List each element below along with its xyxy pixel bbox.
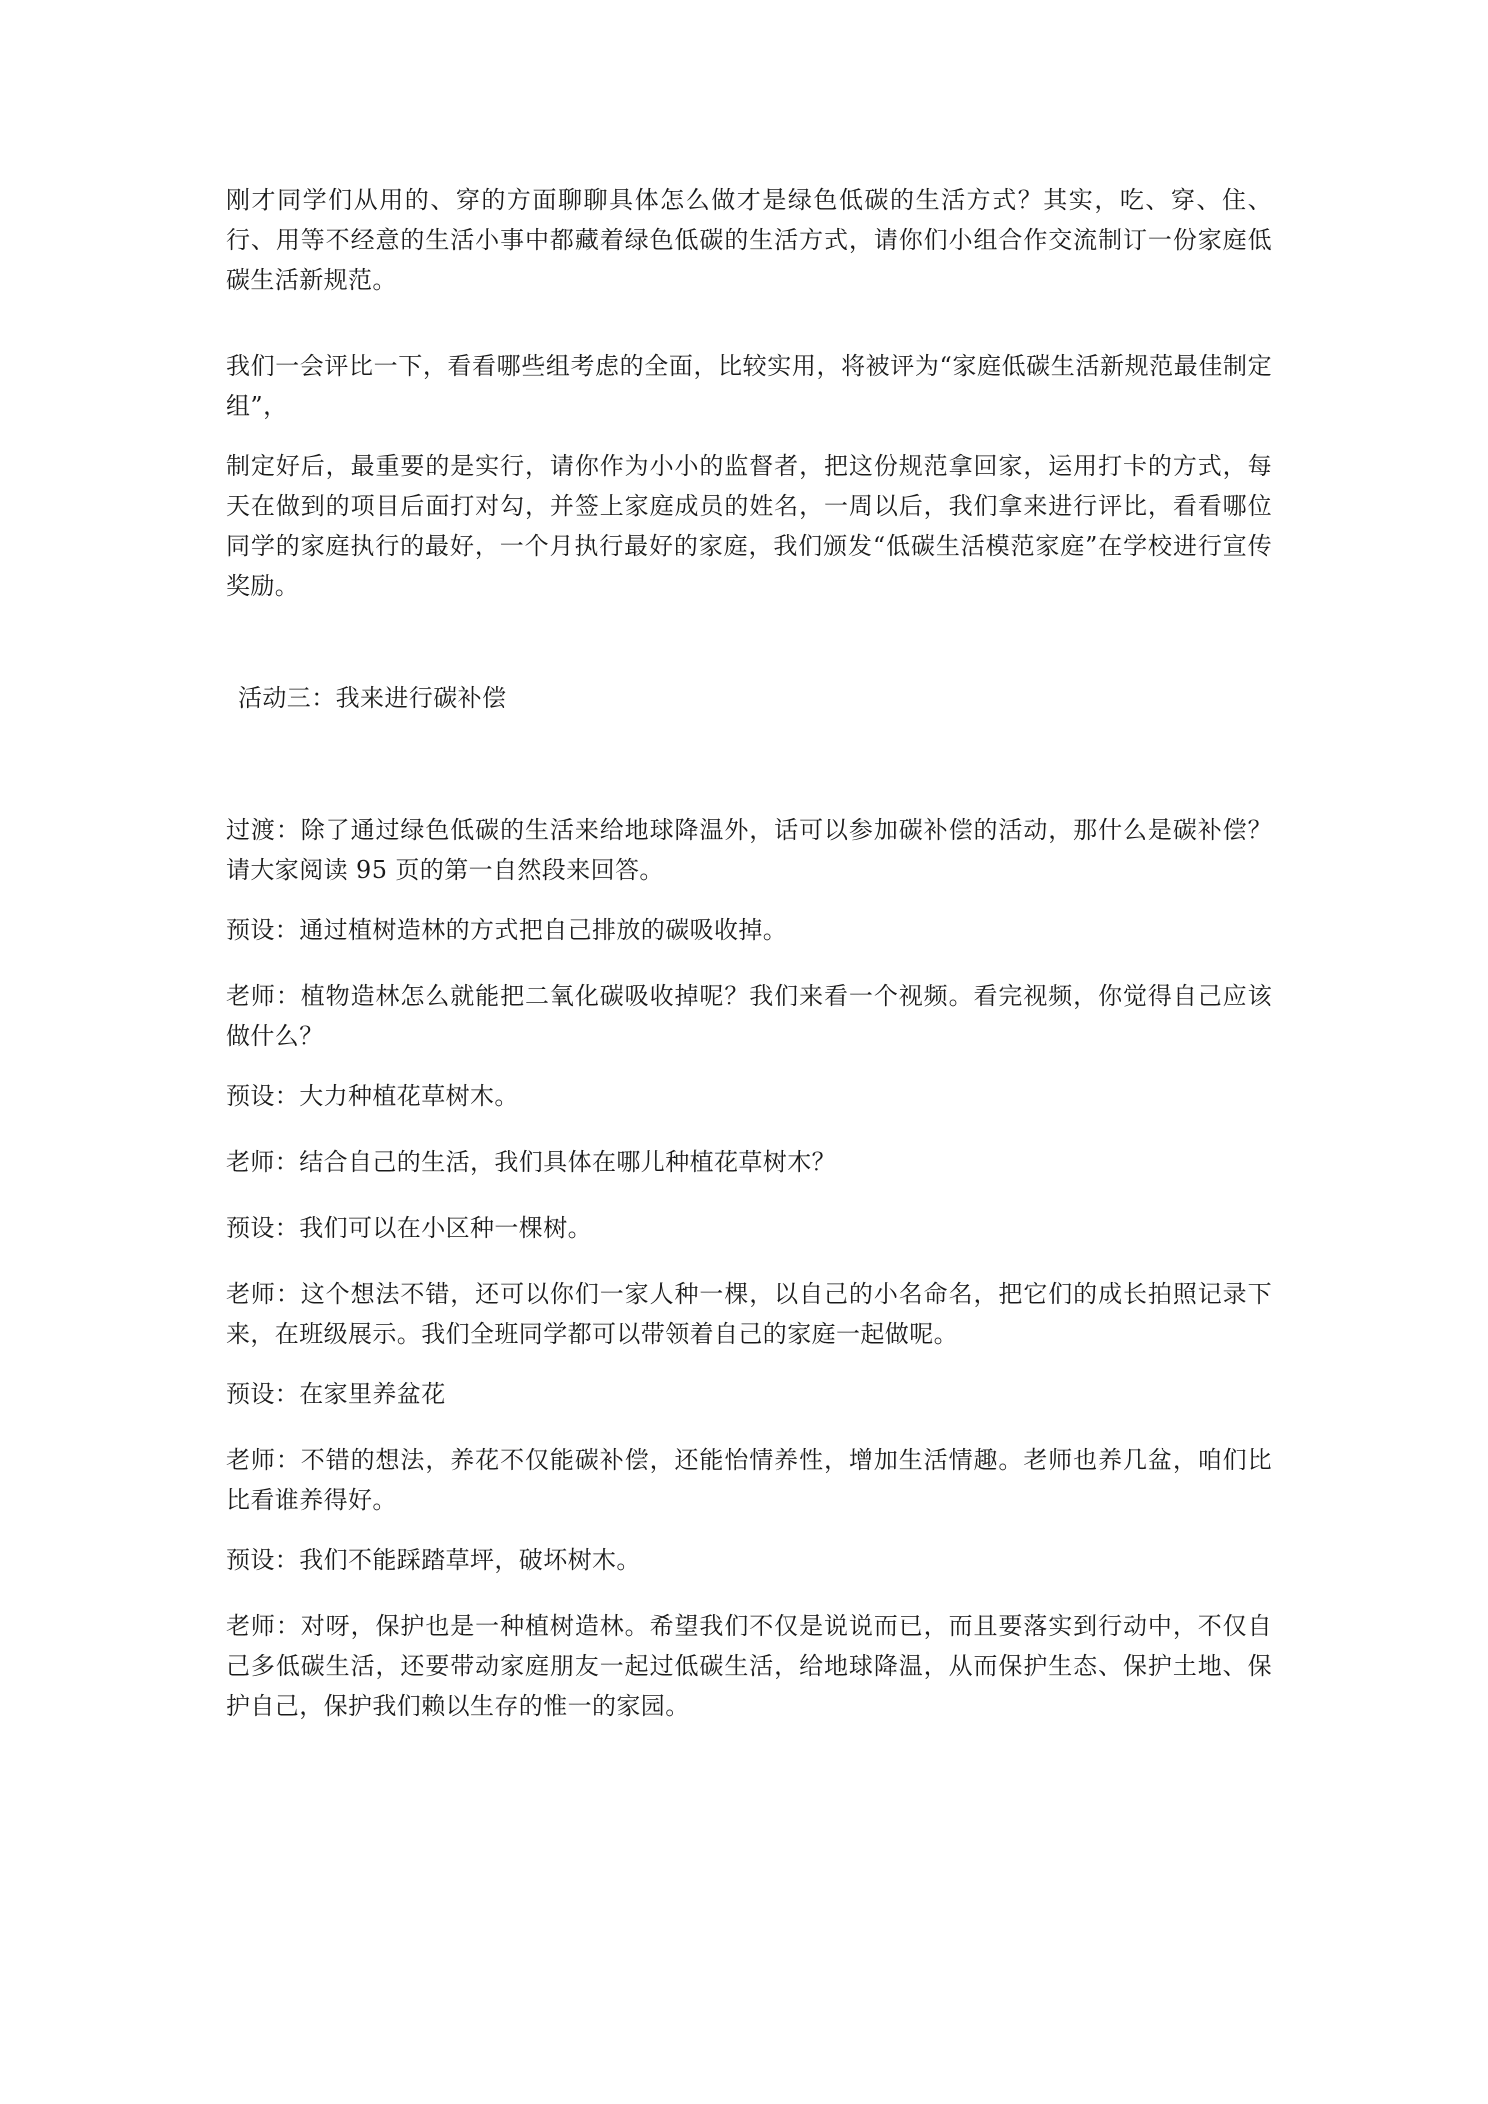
paragraph-implementation: 制定好后，最重要的是实行，请你作为小小的监督者，把这份规范拿回家，运用打卡的方式，每天在做到的项目后面打对勾，并签上家庭成员的姓名，一周以后，我们拿来进行评比，看看哪位同学的家庭执行的最好，一个月执行最好的家庭，我们颁发“低碳生活模范家庭”在学校进行宣传奖励。 (226, 452, 1272, 600)
paragraph-teacher-3: 老师：这个想法不错，还可以你们一家人种一棵，以自己的小名命名，把它们的成长拍照记录下来，在班级展示。我们全班同学都可以带领着自己的家庭一起做呢。 (226, 1280, 1272, 1348)
paragraph-evaluation: 我们一会评比一下，看看哪些组考虑的全面，比较实用，将被评为“家庭低碳生活新规范最佳制定组”， (226, 352, 1272, 420)
paragraph-teacher-5: 老师：对呀，保护也是一种植树造林。希望我们不仅是说说而已，而且要落实到行动中，不仅自己多低碳生活，还要带动家庭朋友一起过低碳生活，给地球降温，从而保护生态、保护土地、保护自己，保护我们赖以生存的惟一的家园。 (226, 1612, 1272, 1720)
paragraph-teacher-2: 老师：结合自己的生活，我们具体在哪儿种植花草树木？ (226, 1148, 836, 1176)
paragraph-preset-2: 预设：大力种植花草树木。 (226, 1082, 519, 1110)
paragraph-preset-5: 预设：我们不能踩踏草坪，破坏树木。 (226, 1546, 641, 1574)
paragraph-group-norms: 刚才同学们从用的、穿的方面聊聊具体怎么做才是绿色低碳的生活方式？其实，吃、穿、住、行、用等不经意的生活小事中都藏着绿色低碳的生活方式，请你们小组合作交流制订一份家庭低碳生活新规范。 (226, 186, 1272, 294)
section-heading-activity-three: 活动三：我来进行碳补偿 (238, 684, 507, 712)
paragraph-preset-3: 预设：我们可以在小区种一棵树。 (226, 1214, 592, 1242)
paragraph-preset-4: 预设：在家里养盆花 (226, 1380, 446, 1408)
paragraph-teacher-4: 老师：不错的想法，养花不仅能碳补偿，还能怡情养性，增加生活情趣。老师也养几盆，咱们比比看谁养得好。 (226, 1446, 1272, 1514)
paragraph-transition: 过渡：除了通过绿色低碳的生活来给地球降温外，话可以参加碳补偿的活动，那什么是碳补偿？请大家阅读 95 页的第一自然段来回答。 (226, 816, 1272, 884)
paragraph-preset-1: 预设：通过植树造林的方式把自己排放的碳吸收掉。 (226, 916, 788, 944)
paragraph-teacher-1: 老师：植物造林怎么就能把二氧化碳吸收掉呢？我们来看一个视频。看完视频，你觉得自己应该做什么？ (226, 982, 1272, 1050)
